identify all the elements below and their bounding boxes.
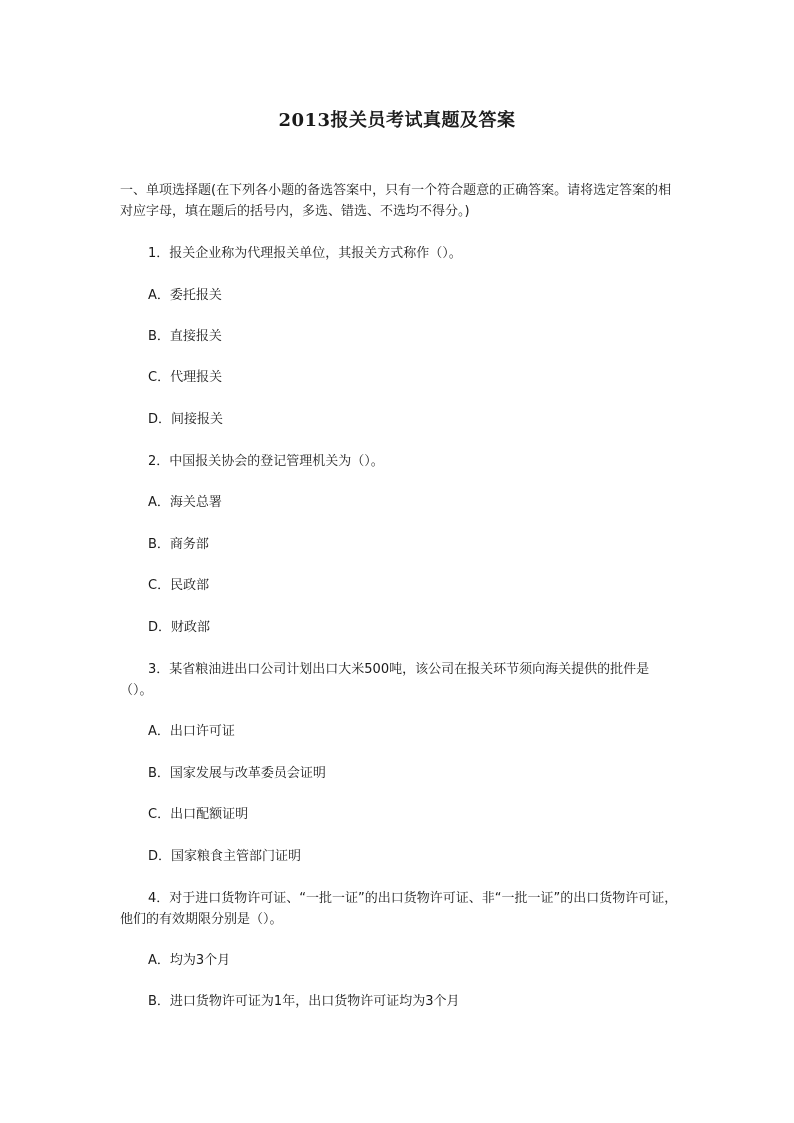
document-title: 2013报关员考试真题及答案 — [278, 110, 516, 131]
question-1-option-d: D．间接报关 — [148, 412, 224, 427]
question-2-option-d: D．财政部 — [148, 620, 211, 635]
question-1-option-a: A．委托报关 — [148, 288, 222, 303]
question-1-option-b: B．直接报关 — [148, 329, 222, 344]
section-heading: 一、单项选择题(在下列各小题的备选答案中，只有一个符合题意的正确答案。请将选定答案的相对应字母，填在题后的括号内，多选、错选、不选均不得分。) — [120, 183, 672, 219]
question-3-option-a: A．出口许可证 — [148, 724, 235, 739]
question-4-option-b: B．进口货物许可证为1年，出口货物许可证均为3个月 — [148, 994, 460, 1009]
question-2-option-b: B．商务部 — [148, 537, 209, 552]
question-2-option-a: A．海关总署 — [148, 495, 222, 510]
question-3-stem: 3．某省粮油进出口公司计划出口大米500吨，该公司在报关环节须向海关提供的批件是（）。 — [120, 662, 650, 698]
question-1-option-c: C．代理报关 — [148, 370, 223, 385]
question-1-stem: 1．报关企业称为代理报关单位，其报关方式称作（）。 — [148, 246, 462, 261]
question-3-option-b: B．国家发展与改革委员会证明 — [148, 766, 326, 781]
question-4-option-a: A．均为3个月 — [148, 953, 231, 968]
question-3-option-c: C．出口配额证明 — [148, 807, 249, 822]
question-3-option-d: D．国家粮食主管部门证明 — [148, 849, 302, 864]
question-4-stem: 4．对于进口货物许可证、“一批一证”的出口货物许可证、非“一批一证”的出口货物许可证，他们的有效期限分别是（）。 — [120, 891, 678, 927]
question-2-option-c: C．民政部 — [148, 578, 210, 593]
question-2-stem: 2．中国报关协会的登记管理机关为（）。 — [148, 454, 384, 469]
